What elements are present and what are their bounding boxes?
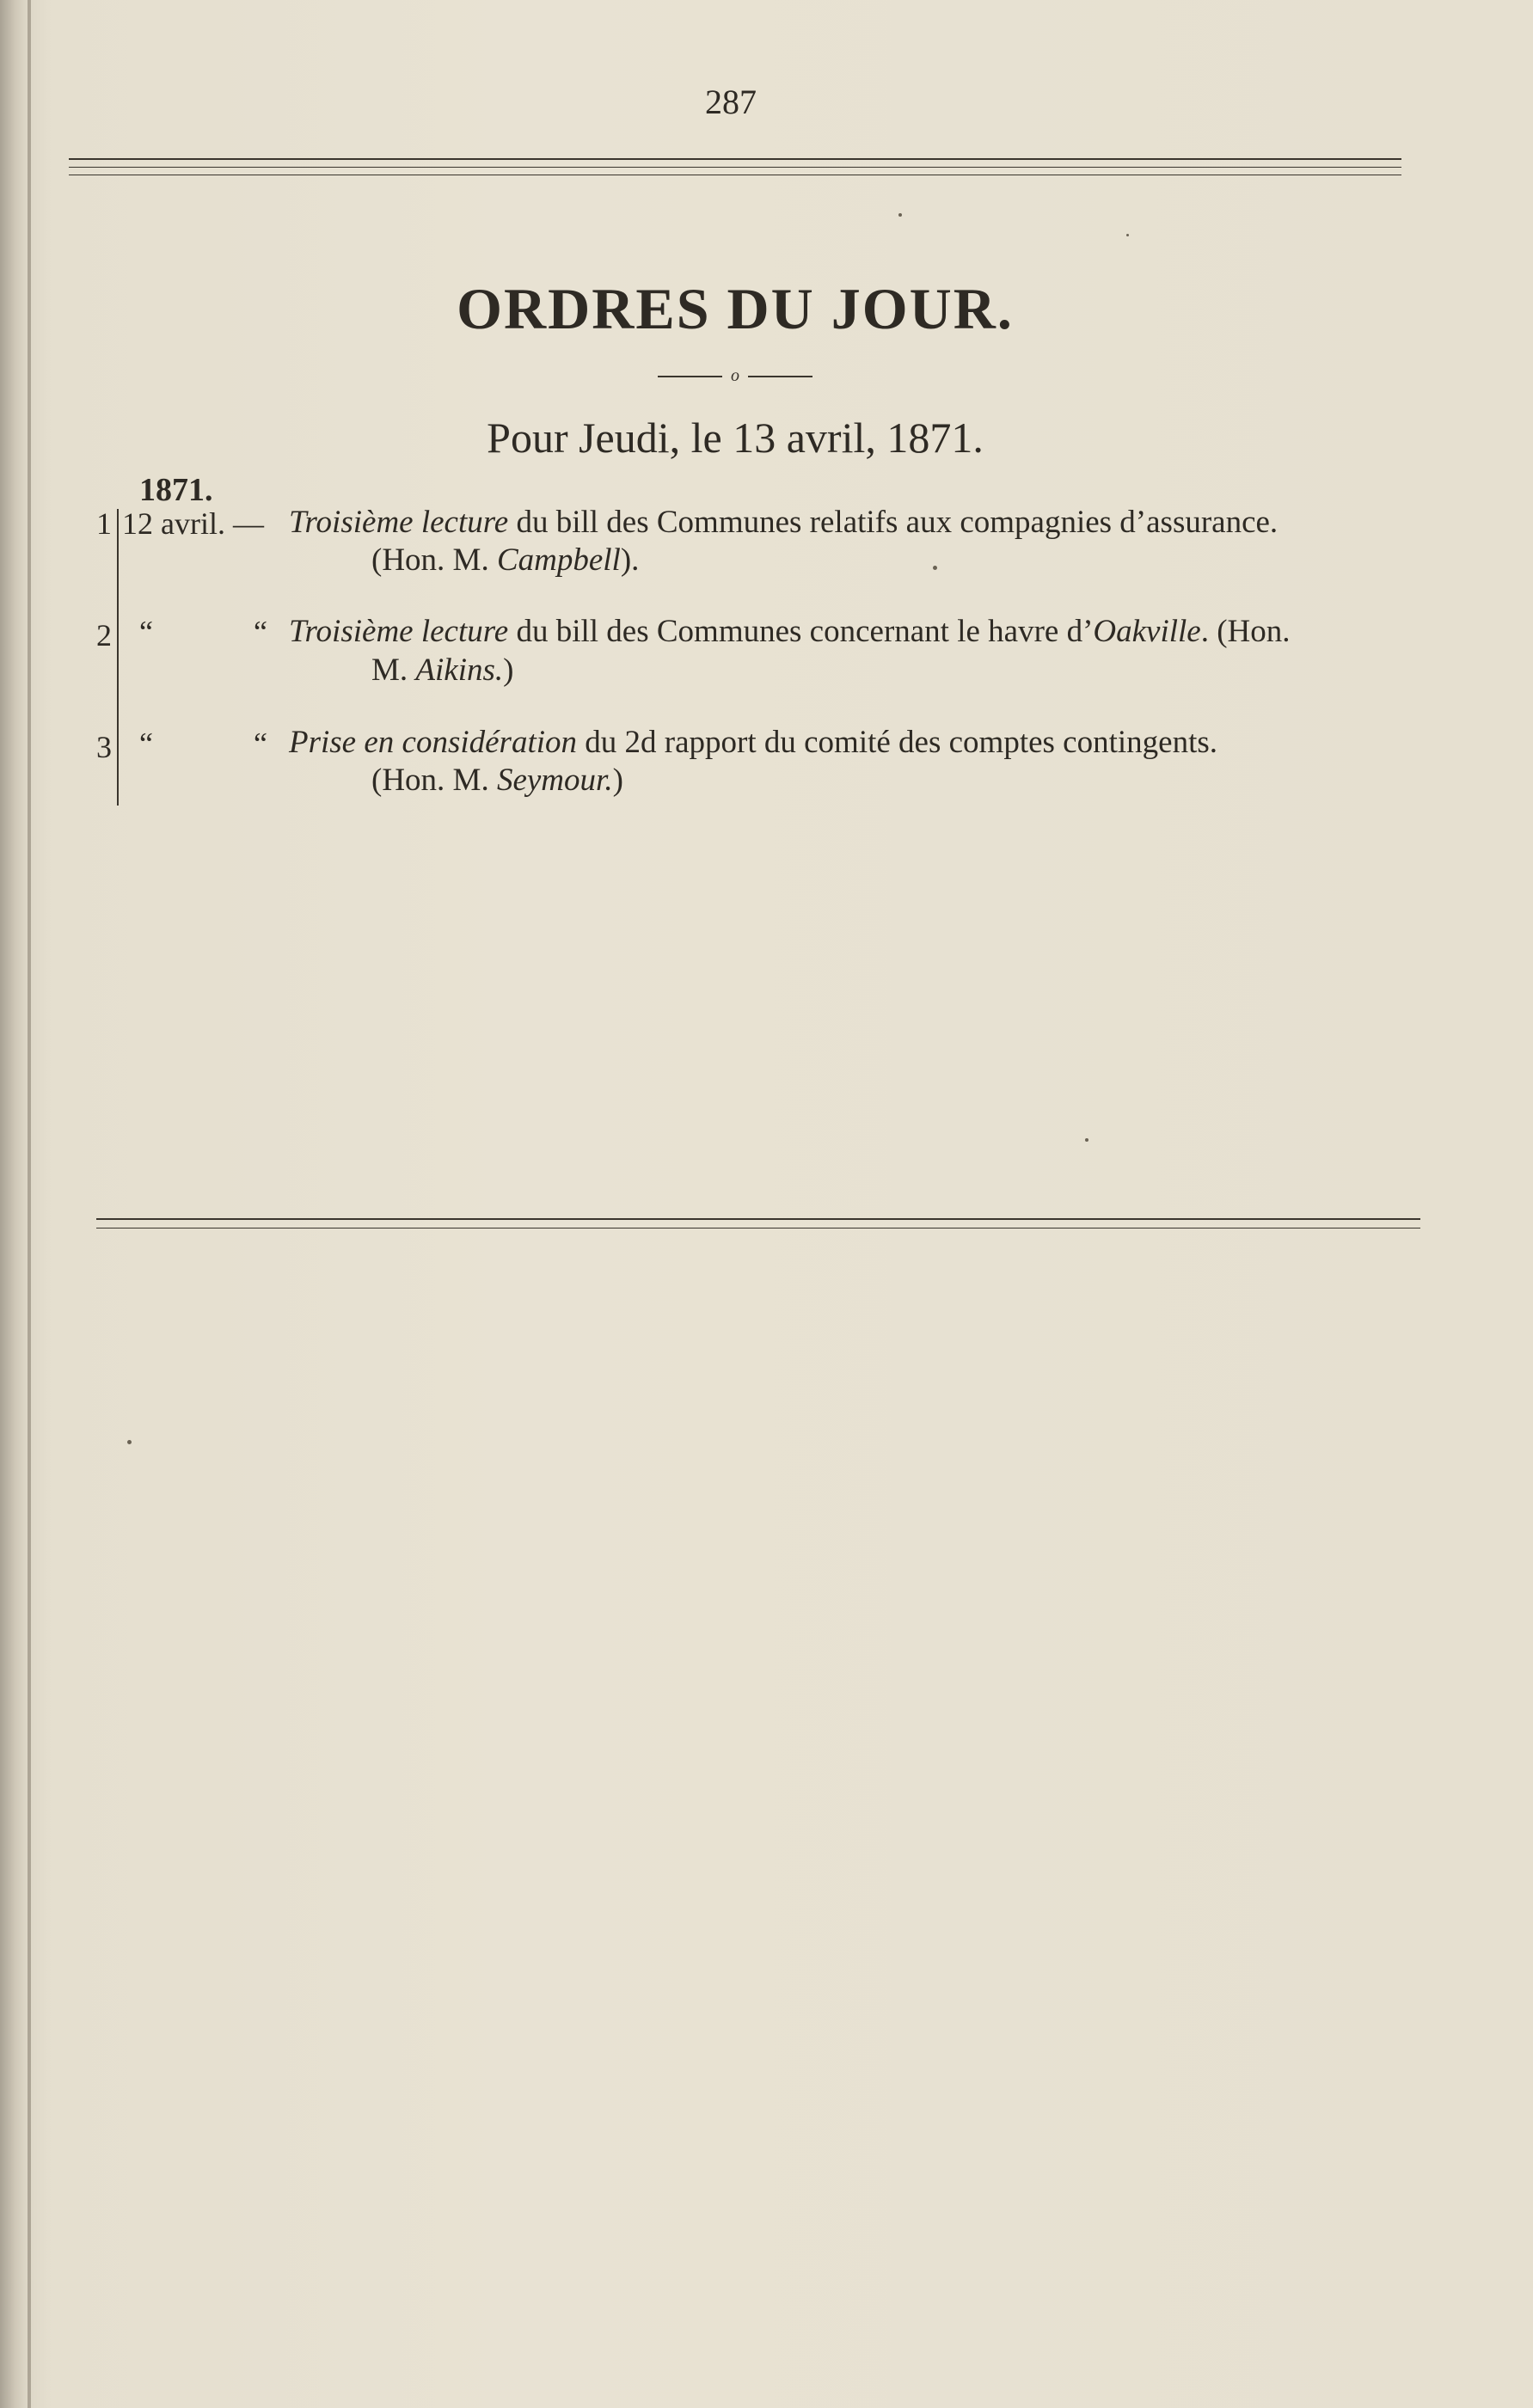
divider-glyph: o — [731, 368, 739, 385]
entry-sponsor-prefix: M. — [371, 653, 416, 688]
entry-margin-line — [117, 509, 119, 806]
entry-sponsor-prefix: (Hon. M. — [371, 763, 497, 798]
entry-date: “ “ — [139, 615, 314, 649]
paper-speck — [1085, 1138, 1088, 1142]
entry-number: 1 — [96, 506, 112, 541]
entry-sponsor-line — [371, 542, 639, 579]
entry-body: du bill des Communes relatifs aux compagnies d’assurance. — [508, 505, 1279, 540]
entry-sponsor-line — [371, 762, 623, 799]
entry-date: 12 avril. — — [122, 506, 264, 541]
entry-sponsor-prefix: (Hon. M. — [371, 542, 497, 578]
entry-number: 3 — [96, 730, 112, 764]
entry-text — [289, 719, 1420, 767]
entry-sponsor-suffix: ) — [503, 653, 514, 688]
paper-speck — [1126, 234, 1129, 236]
ornamental-divider — [653, 368, 817, 385]
binding-shadow — [28, 0, 31, 2408]
entry-text — [289, 608, 1420, 656]
entry-action: Prise en considération — [289, 725, 578, 760]
entry-body-tail: . (Hon. — [1200, 614, 1291, 649]
paper-speck — [933, 566, 937, 570]
entry-sponsor-suffix: ) — [612, 763, 623, 798]
top-rule — [69, 158, 1401, 160]
entry-sponsor: Seymour. — [496, 763, 613, 798]
entry-text — [289, 499, 1420, 547]
page-title: ORDRES DU JOUR. — [457, 276, 1014, 341]
entry-place: Oakville — [1093, 614, 1201, 649]
paper-speck — [898, 213, 902, 217]
entry-date: “ “ — [139, 726, 314, 761]
bottom-rule — [96, 1218, 1420, 1220]
entry-action: Troisième lecture — [289, 505, 509, 540]
entry-number: 2 — [96, 618, 112, 653]
entry-action: Troisième lecture — [289, 614, 509, 649]
entries-year: 1871. — [139, 472, 213, 508]
page-number: 287 — [705, 83, 757, 121]
entry-sponsor-line — [371, 652, 513, 689]
entry-sponsor: Campbell — [496, 542, 621, 578]
entry-body: du bill des Communes concernant le havre d’ — [508, 614, 1094, 649]
entry-sponsor-suffix: ). — [620, 542, 640, 578]
bottom-rule-secondary — [96, 1228, 1420, 1229]
entry-body: du 2d rapport du comité des comptes contingents. — [577, 725, 1218, 760]
page-subtitle: Pour Jeudi, le 13 avril, 1871. — [487, 414, 984, 462]
entry-sponsor: Aikins. — [415, 653, 504, 688]
paper-speck — [127, 1440, 132, 1444]
top-rule-secondary — [69, 167, 1401, 168]
